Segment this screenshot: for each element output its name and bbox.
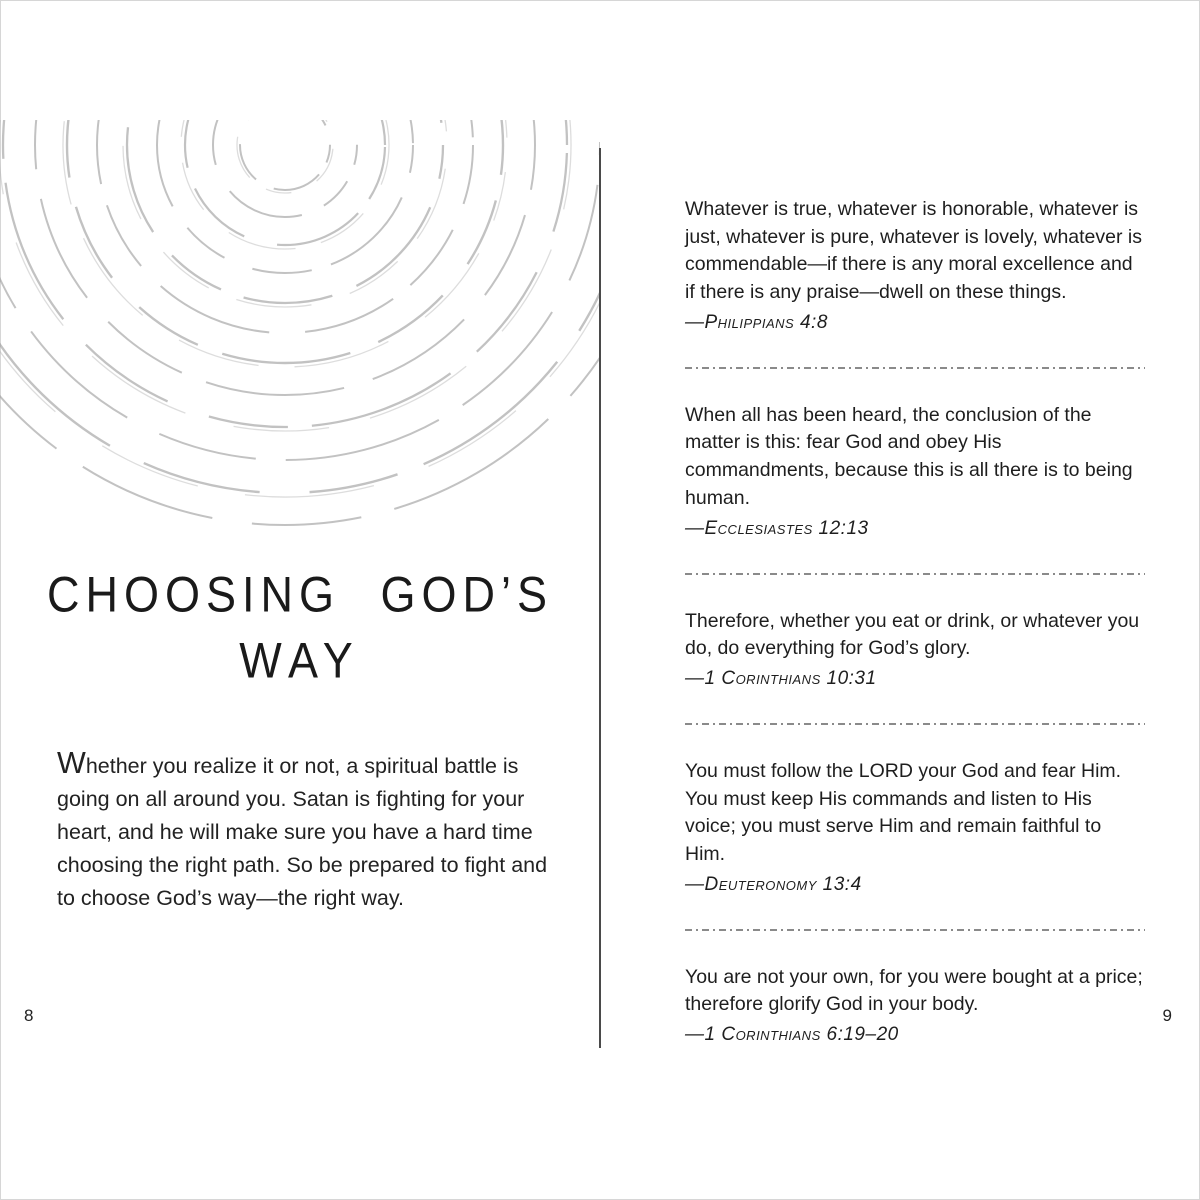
verses-column — [685, 196, 1145, 1046]
verse-text: You must follow the LORD your God and fear Him. You must keep His commands and listen to His voice; you must serve Him and remain faithful to Him. — [685, 759, 1122, 865]
chapter-title — [20, 562, 580, 693]
verse-block — [685, 402, 1145, 540]
verse-reference: —Philippians 4:8 — [685, 311, 828, 333]
chapter-title-line1: CHOOSING GOD’S — [46, 565, 554, 623]
dash-dot-divider — [685, 573, 1145, 575]
page-number-right: 9 — [1162, 1006, 1172, 1025]
drop-cap: W — [57, 745, 86, 780]
verse-block — [685, 758, 1145, 896]
center-divider-rule — [599, 148, 601, 1048]
intro-paragraph — [57, 745, 553, 916]
verse-block — [685, 196, 1145, 334]
verse-reference: —1 Corinthians 10:31 — [685, 667, 877, 689]
dash-dot-divider — [685, 367, 1145, 369]
chapter-title-line2: WAY — [239, 630, 361, 688]
verse-text: You are not your own, for you were bought at a price; therefore glorify God in your body. — [685, 965, 1143, 1016]
dash-dot-divider — [685, 723, 1145, 725]
dash-dot-divider — [685, 929, 1145, 931]
verse-block — [685, 964, 1145, 1046]
verse-reference: —1 Corinthians 6:19–20 — [685, 1024, 899, 1045]
verse-reference: —Ecclesiastes 12:13 — [685, 517, 869, 539]
arcs-graphic — [0, 120, 600, 532]
verse-text: Therefore, whether you eat or drink, or whatever you do, do everything for God’s glory. — [685, 609, 1140, 660]
intro-paragraph-text: hether you realize it or not, a spiritual battle is going on all around you. Satan is fighting for your heart, and he will make sure you have a hard time choosing the right path. So be prepared to fight and to choose God’s way—the right way. — [57, 753, 548, 910]
verse-block — [685, 608, 1145, 690]
page-number-left: 8 — [24, 1006, 34, 1025]
verse-reference: —Deuteronomy 13:4 — [685, 873, 862, 895]
verse-text: Whatever is true, whatever is honorable, whatever is just, whatever is pure, whatever is lovely, whatever is commendable—if there is any moral excellence and if there is any praise—dwell on these things. — [685, 198, 1142, 304]
concentric-arcs-decoration — [0, 120, 600, 532]
verse-text: When all has been heard, the conclusion of the matter is this: fear God and obey His commandments, because this is all there is to being human. — [685, 403, 1133, 509]
